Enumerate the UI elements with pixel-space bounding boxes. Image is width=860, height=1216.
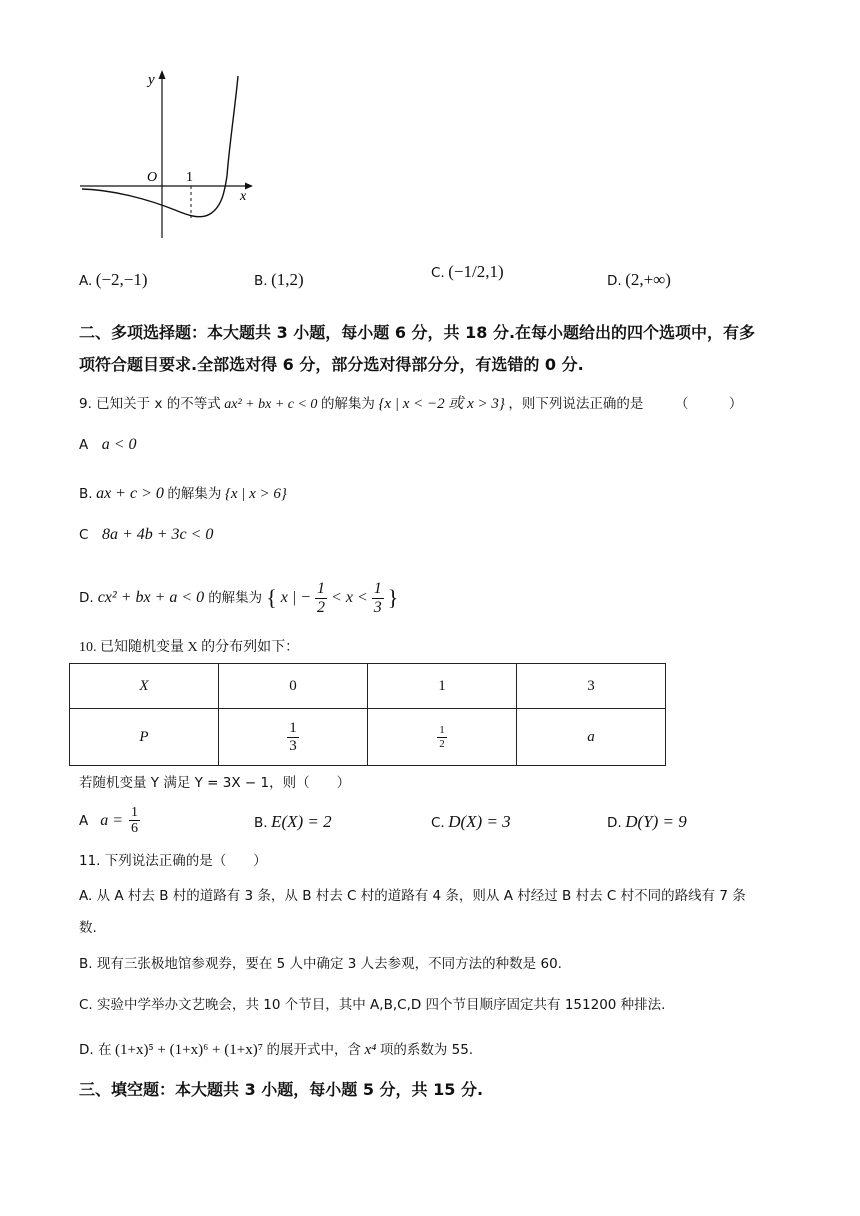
q11-option-a[interactable]: A. 从 A 村去 B 村的道路有 3 条，从 B 村去 C 村的道路有 4 条，则从 A 村经过 B 村去 C 村不同的路线有 7 条 [79,888,746,904]
fraction-one-half: $\frac{1}{2}$ [317,580,326,616]
q9-option-c[interactable]: C 8a + 4b + 3c < 0 [79,526,214,543]
q9-option-d[interactable]: D. cx² + bx + a < 0 的解集为 { x | − $\frac{1}{2}$ < x < $\frac{1}{3}$ } [79,580,399,616]
q8-option-b[interactable]: B. (1,2) [254,270,304,289]
table-cell: a [517,709,666,766]
fraction-one-sixth: $\frac{1}{6}$ [131,805,139,837]
q8-option-a[interactable]: A. (−2,−1) [79,270,148,289]
origin-label: O [147,170,158,185]
x-axis-label: x [240,189,247,204]
q11-option-d[interactable]: D. 在 (1+x)⁵ + (1+x)⁶ + (1+x)⁷ 的展开式中，含 x⁴ 项的系数为 55. [79,1042,474,1058]
y-axis-label: y [148,72,155,88]
function-curve [82,76,238,217]
fraction-one-half: $\frac{1}{2}$ [439,724,445,750]
q11-option-a-continued: 数. [79,920,97,936]
q10-option-d[interactable]: D. D(Y) = 9 [607,812,687,831]
table-cell: 3 [517,664,666,709]
q8-option-c[interactable]: C. (−1/2,1) [431,262,504,281]
table-cell: 1 [368,664,517,709]
tick-label-1: 1 [186,170,193,185]
y-axis-arrow [159,70,166,79]
function-graph [75,68,260,248]
section3-line1: 三、填空题：本大题共 3 小题，每小题 5 分，共 15 分. [79,1080,484,1099]
q11-option-c[interactable]: C. 实验中学举办文艺晚会，共 10 个节目，其中 A,B,C,D 四个节目顺序固定共有 151200 种排法. [79,997,666,1013]
table-cell: 0 [219,664,368,709]
q10-stem: 10. 已知随机变量 X 的分布列如下： [79,640,300,655]
q11-stem: 11. 下列说法正确的是（ ） [79,853,267,869]
table-cell [368,709,517,766]
table-cell: X [70,664,219,709]
q9-option-a[interactable]: A a < 0 [79,436,137,453]
q9-option-b[interactable]: B. ax + c > 0 的解集为 {x | x > 6} [79,485,287,502]
table-row [70,709,666,766]
table-row [70,664,666,709]
distribution-table [69,663,666,766]
q10-option-c[interactable]: C. D(X) = 3 [431,812,511,831]
table-cell: P [70,709,219,766]
table-cell [219,709,368,766]
section2-line1: 二、多项选择题：本大题共 3 小题，每小题 6 分，共 18 分.在每小题给出的四个选项中，有多 [79,323,756,342]
q10-condition: 若随机变量 Y 满足 Y = 3X − 1，则（ ） [79,775,351,791]
q9-stem: 9. 已知关于 x 的不等式 ax² + bx + c < 0 的解集为 {x | x < −2 或 x > 3} ，则下列说法正确的是 （ ） [79,396,743,412]
fraction-one-third: $\frac{1}{3}$ [373,580,382,616]
section2-line2: 项符合题目要求.全部选对得 6 分，部分选对得部分分，有选错的 0 分. [79,355,584,374]
q8-option-d[interactable]: D. (2,+∞) [607,270,671,289]
q10-option-b[interactable]: B. E(X) = 2 [254,812,332,831]
q11-option-b[interactable]: B. 现有三张极地馆参观券，要在 5 人中确定 3 人去参观，不同方法的种数是 60. [79,956,562,972]
fraction-one-third: $\frac{1}{3}$ [289,720,297,754]
q10-option-a[interactable]: A a = $\frac{1}{6}$ [79,805,139,837]
